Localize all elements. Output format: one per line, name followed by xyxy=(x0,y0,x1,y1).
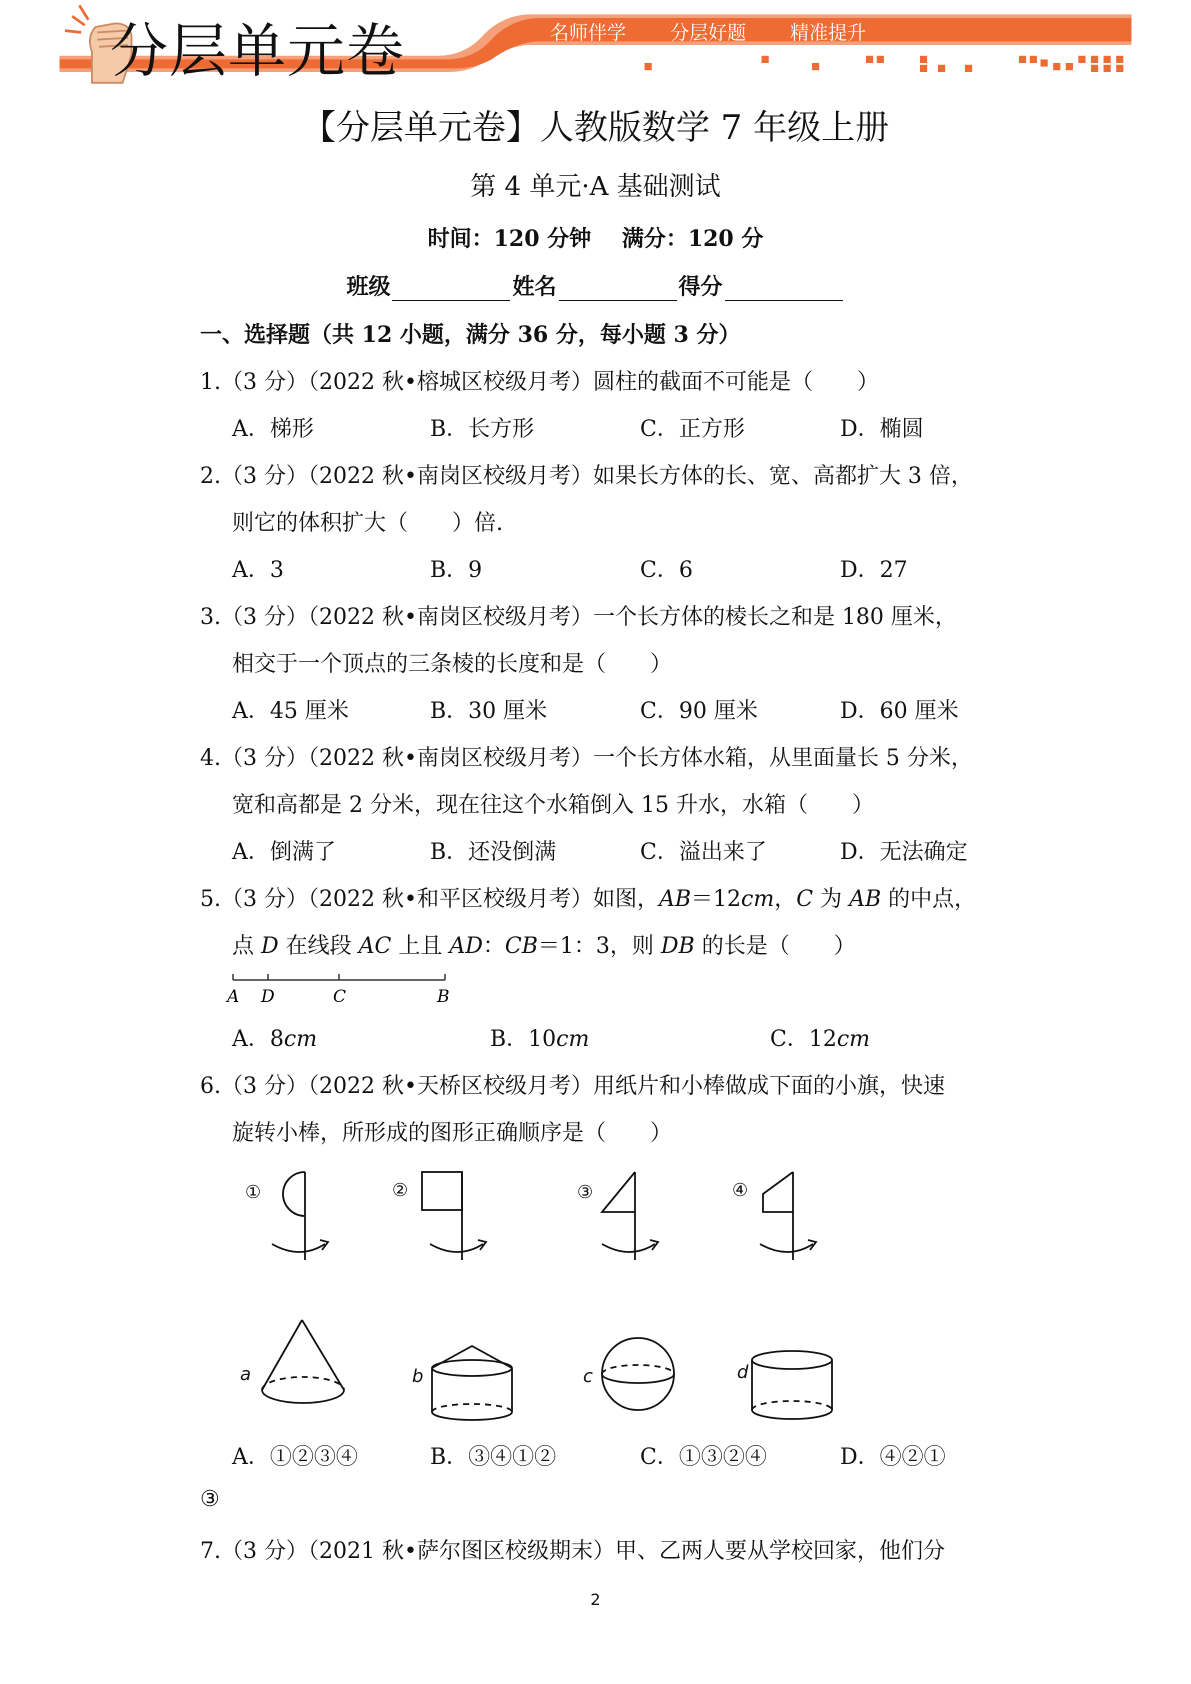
student-info-fields xyxy=(0,270,1191,301)
q5-option-c: C．12cm xyxy=(770,1027,871,1052)
q6-option-a: A．①②③④ xyxy=(232,1445,358,1470)
time-score-info: 时间：120 分钟 满分：120 分 xyxy=(427,226,764,252)
question-5-stem-cont: 点 D 在线段 AC 上且 AD：CB＝1：3，则 DB 的长是（ ） xyxy=(232,934,856,959)
q4-option-b: B．还没倒满 xyxy=(430,840,557,865)
q3-option-c: C．90 厘米 xyxy=(640,699,758,724)
q5-option-a: A．8cm xyxy=(232,1027,318,1052)
q4-option-a: A．倒满了 xyxy=(232,840,336,865)
class-label: 班级 xyxy=(346,274,391,300)
document-title: 【分层单元卷】人教版数学 7 年级上册 xyxy=(301,108,890,148)
q2-option-d: D．27 xyxy=(840,558,908,583)
question-5-stem: 5.（3 分）（2022 秋•和平区校级月考）如图，AB＝12cm，C 为 AB 的中点， xyxy=(200,887,977,912)
q3-option-a: A．45 厘米 xyxy=(232,699,349,724)
flag-1 xyxy=(245,1172,328,1260)
q4-option-d: D．无法确定 xyxy=(840,840,968,865)
point-label-b: B xyxy=(437,987,450,1007)
question-4-stem: 4.（3 分）（2022 秋•南岗区校级月考）一个长方体水箱，从里面量长 5 分米， xyxy=(200,746,973,771)
svg-text:③: ③ xyxy=(577,1182,594,1203)
q2-option-b: B．9 xyxy=(430,558,483,583)
class-blank[interactable] xyxy=(392,276,510,301)
header-slogan: 名师伴学 分层好题 精准提升 xyxy=(550,22,867,44)
question-2-stem: 2.（3 分）（2022 秋•南岗区校级月考）如果长方体的长、宽、高都扩大 3 倍， xyxy=(200,464,973,489)
cone-shape xyxy=(240,1320,344,1403)
q1-option-d: D．椭圆 xyxy=(840,417,924,442)
cone-cylinder-shape xyxy=(412,1346,512,1420)
flag-2 xyxy=(392,1172,486,1260)
svg-text:a: a xyxy=(240,1364,252,1385)
question-6-stem: 6.（3 分）（2022 秋•天桥区校级月考）用纸片和小棒做成下面的小旗，快速 xyxy=(200,1074,945,1099)
brand-logo-text: 分层单元卷 xyxy=(110,17,406,85)
question-2-stem-cont: 则它的体积扩大（ ）倍. xyxy=(232,511,503,536)
svg-text:d: d xyxy=(737,1362,749,1383)
svg-text:c: c xyxy=(583,1366,593,1387)
score-blank[interactable] xyxy=(725,276,843,301)
flag-4 xyxy=(732,1172,816,1260)
q2-option-c: C．6 xyxy=(640,558,693,583)
flag-3 xyxy=(577,1172,658,1260)
sphere-shape xyxy=(583,1338,674,1410)
q6-option-c: C．①③②④ xyxy=(640,1445,767,1470)
point-label-c: C xyxy=(333,987,347,1007)
q4-option-c: C．溢出来了 xyxy=(640,840,767,865)
point-label-a: A xyxy=(227,987,240,1007)
svg-text:②: ② xyxy=(392,1180,409,1201)
name-blank[interactable] xyxy=(559,276,677,301)
svg-text:①: ① xyxy=(245,1182,262,1203)
q3-option-d: D．60 厘米 xyxy=(840,699,959,724)
q6-option-d: D．④②① xyxy=(840,1445,946,1470)
question-7-stem: 7.（3 分）（2021 秋•萨尔图区校级期末）甲、乙两人要从学校回家，他们分 xyxy=(200,1539,945,1564)
q3-option-b: B．30 厘米 xyxy=(430,699,548,724)
q1-option-a: A．梯形 xyxy=(232,417,314,442)
document-subtitle: 第 4 单元·A 基础测试 xyxy=(470,172,721,202)
score-label: 得分 xyxy=(678,274,723,300)
name-label: 姓名 xyxy=(512,274,557,300)
page-number: 2 xyxy=(590,1590,601,1609)
q6-option-b: B．③④①② xyxy=(430,1445,557,1470)
segment-figure xyxy=(225,970,455,1010)
cylinder-shape xyxy=(737,1351,832,1419)
q5-option-b: B．10cm xyxy=(490,1027,590,1052)
question-3-stem-cont: 相交于一个顶点的三条棱的长度和是（ ） xyxy=(232,652,673,677)
svg-text:④: ④ xyxy=(732,1180,749,1201)
svg-text:b: b xyxy=(412,1366,424,1387)
q1-option-b: B．长方形 xyxy=(430,417,535,442)
section-title: 一、选择题（共 12 小题，满分 36 分，每小题 3 分） xyxy=(200,322,741,348)
q6-option-d-wrap: ③ xyxy=(200,1487,220,1512)
question-1-stem: 1.（3 分）（2022 秋•榕城区校级月考）圆柱的截面不可能是（ ） xyxy=(200,370,879,395)
flags-and-solids-figure xyxy=(240,1160,840,1430)
q2-option-a: A．3 xyxy=(232,558,284,583)
question-4-stem-cont: 宽和高都是 2 分米，现在往这个水箱倒入 15 升水，水箱（ ） xyxy=(232,793,874,818)
point-label-d: D xyxy=(261,987,275,1007)
question-3-stem: 3.（3 分）（2022 秋•南岗区校级月考）一个长方体的棱长之和是 180 厘米， xyxy=(200,605,957,630)
question-6-stem-cont: 旋转小棒，所形成的图形正确顺序是（ ） xyxy=(232,1121,673,1146)
q1-option-c: C．正方形 xyxy=(640,417,745,442)
